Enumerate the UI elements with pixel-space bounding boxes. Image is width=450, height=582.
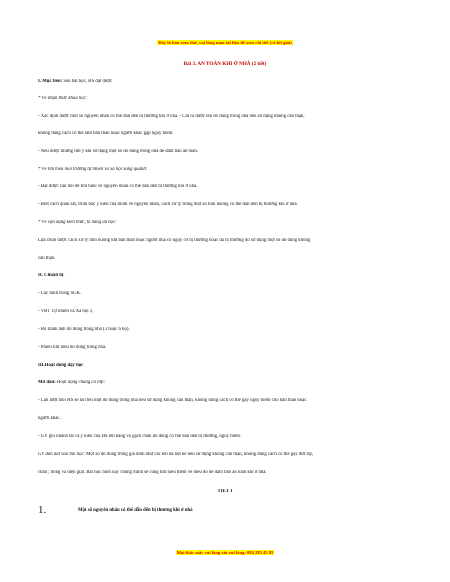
opening-line [38, 380, 414, 386]
knowledge-line-2: không đúng cách có thể làm bản thân hoặc người khác gặp nguy hiểm. [38, 131, 174, 136]
activities-heading: III.Hoạt động dạy học [38, 363, 84, 368]
header-banner [0, 31, 450, 49]
section-1-title: Một số nguyên nhân có thể dẫn đến bị thương khi ở nhà [78, 508, 193, 513]
knowledge-line-3: - Nêu được những lưu ý khi sử dụng một số đồ dùng trong nhà để đảm bảo an toàn. [38, 149, 199, 154]
knowledge-line-1: - Xác định được một số nguyên nhân có thể dẫn đến bị thương khi ở nhà. - Chỉ ra được tên đồ dùng trong nhà nếu sử dụng không cẩn thận, [38, 114, 305, 119]
objectives-line [38, 79, 414, 85]
objectives-heading: I. Mục tiêu: [38, 79, 63, 84]
prep-colon: : [63, 273, 65, 278]
footer-banner-text: Mọi thắc mắc vui lòng xin vui lòng: 084 283 45 85 [176, 550, 274, 555]
period-heading: TIẾT 1 [217, 489, 233, 494]
opening-line-1: - Lần lượt mỗi HS sẽ nói tên một đồ dùng trong nhà nếu sử dụng không cẩn thận, không đúng cách có thể gây nguy hiểm cho bản thân hoặc [38, 398, 307, 403]
intro-line-1 [38, 452, 414, 458]
prep-item: - Bộ tranh ảnh đồ dùng trong nhà (3 hoặc 6 bộ). [38, 327, 130, 332]
intro-line-2: chân ; bỏng và điện giật. Bài học hôm nay chúng mình sẽ cùng tìm hiểu thêm về điều đó để đảm bảo an toàn khi ở nhà. [38, 470, 267, 475]
objectives-intro: Sau bài học, HS đạt được [62, 79, 113, 84]
section-1-number: 1. [38, 504, 47, 516]
prep-heading-line [38, 273, 414, 279]
lesson-title: Bài 3. AN TOÀN KHI Ở NHÀ (2 tiết) [183, 61, 267, 67]
footer-banner [0, 541, 450, 559]
prep-item: - VBT Tự nhiên và Xã hội 1, [38, 309, 94, 314]
intro-rest: : Một số đồ dùng trong gia đình như các em đã liệt kê nếu sử dụng không cẩn thận, không đúng cách có thể gây đứt tay, [83, 452, 314, 457]
opening-line-3: - GV ghi nhanh tất cả ý kiến của HS lên bảng và gạch chân đồ dùng có thể dẫn đến bị thương, nguy hiểm. [38, 434, 242, 439]
prep-item: - Các hình trong SGK. [38, 291, 82, 296]
apply-line-1: Lựa chọn được cách xử lý tình huống khi bản thân hoặc người nhà có nguy cơ bị thương hoặc đã bị thương do sử dụng một số đồ dùng không [38, 238, 311, 243]
prep-heading: II. Chuẩn bị [38, 273, 64, 278]
header-banner-text: Đây là bản xem thử, vui lòng mua tài liệu để xem chi tiết (có lời giải) [158, 40, 292, 45]
opening-line-2: người khác. [38, 416, 61, 421]
intro-italic: GV dẫn dắt vào bài học [38, 452, 84, 457]
prep-item: - Phiếu tìm hiểu đồ dùng trong nhà. [38, 345, 107, 350]
knowledge-heading: * Về nhận thức khoa học: [38, 96, 88, 101]
apply-heading: * Về vận dụng kiến thức, kĩ năng đã học: [38, 220, 117, 225]
explore-line-2: - Biết cách quan sát, trình bày ý kiến của mình về nguyên nhân, cách xử lý trong một số tình huống có thể dẫn đến bị thương khi ở nhà. [38, 202, 298, 207]
opening-italic: Hoạt động chung cả lớp: [55, 380, 106, 385]
explore-line-1: - Đặt được câu hỏi để tìm hiểu về nguyên nhân có thể dẫn đến bị thương khi ở nhà. [38, 184, 198, 189]
apply-line-2: cẩn thận. [38, 256, 56, 261]
explore-heading: * Về tìm hiểu môi trường tự nhiên và xã hội xung quanh: [38, 167, 148, 172]
opening-label: Mở đầu: [38, 380, 56, 385]
